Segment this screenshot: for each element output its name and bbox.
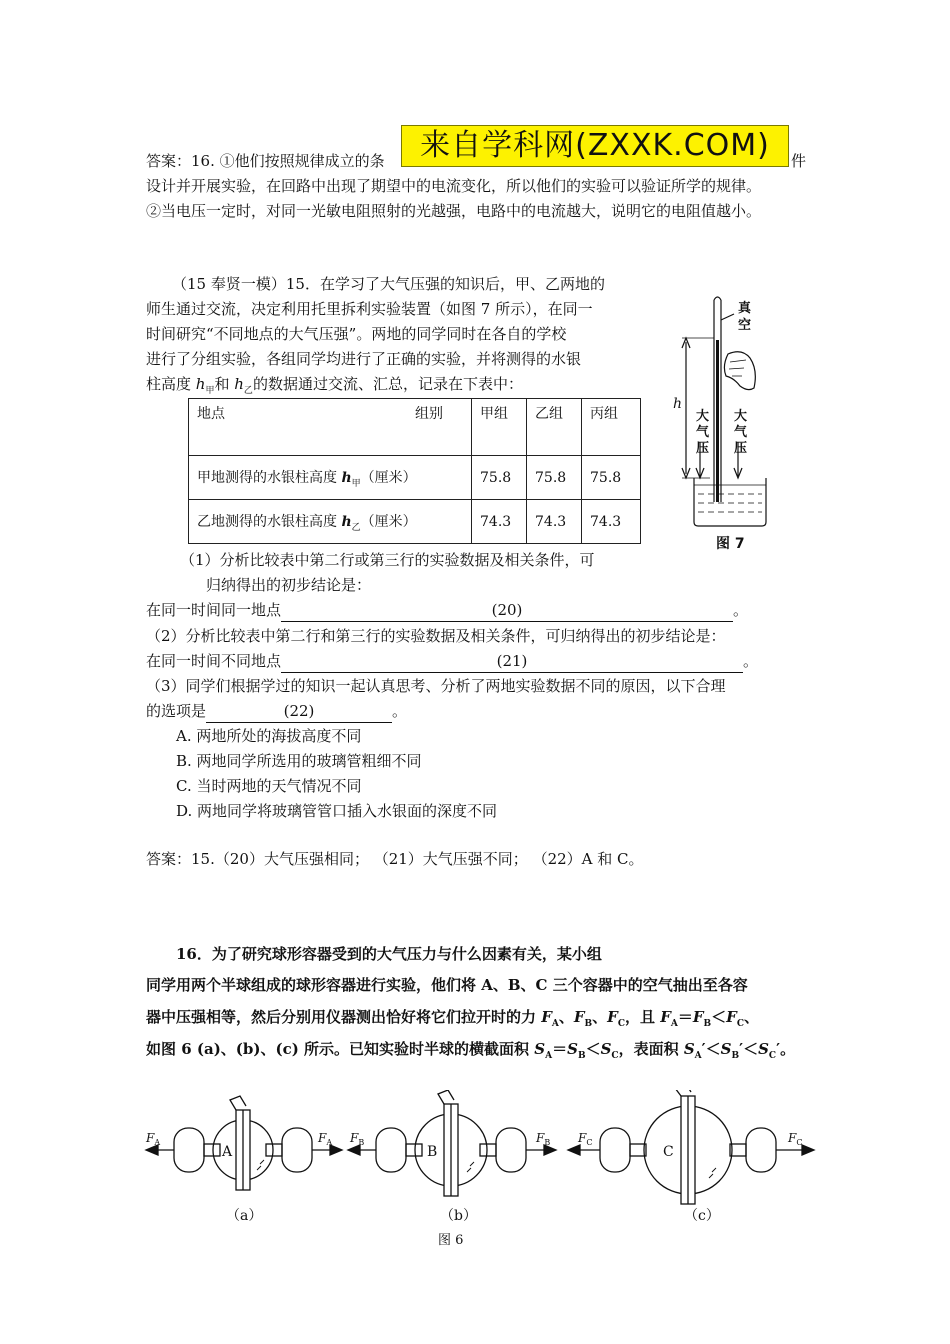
answer-blank-20[interactable] (281, 599, 733, 622)
table-cell: 74.3 (472, 500, 527, 544)
sub-A: A (545, 1051, 553, 1061)
unit: （厘米） (360, 513, 417, 530)
q15-p3-a: （3）同学们根据学过的知识一起认真思考、分析了两地实验数据不同的原因，以下合理 (146, 677, 726, 695)
less-than: ＜ (711, 1008, 727, 1026)
option-d: D. 两地同学将玻璃管管口插入水银面的深度不同 (176, 802, 498, 820)
h-dimension-label: h (673, 396, 683, 412)
handle-left (174, 1128, 204, 1172)
force-label-FC-right: $F_C$ (788, 1131, 803, 1147)
table-row (189, 456, 641, 500)
vacuum-leader (721, 314, 734, 320)
sub-B: B (731, 1051, 740, 1061)
sphere-c-label: C (663, 1144, 674, 1160)
q16-line1: 16．为了研究球形容器受到的大气压力与什么因素有关，某小组 (176, 945, 602, 963)
F-symbol: F (660, 1008, 671, 1026)
equals: ＝ (552, 1040, 568, 1058)
F-symbol: F (541, 1008, 552, 1026)
q16-line4-a: 如图 6 (a)、(b)、(c) 所示。已知实验时半球的横截面积 (146, 1040, 535, 1058)
comma: 、 (558, 1008, 574, 1026)
q15-p1-c (146, 599, 748, 622)
sub-B: B (577, 1051, 586, 1061)
answer-blank-21[interactable] (281, 650, 743, 673)
sub-C: C (736, 1019, 744, 1029)
option-b: B. 两地同学所选用的玻璃管粗细不同 (176, 752, 422, 770)
unit: （厘米） (360, 469, 417, 486)
q15-intro-5-c: 的数据通过交流、汇总，记录在下表中： (252, 375, 523, 393)
S-symbol: S (600, 1040, 612, 1058)
atm-left-1: 大 (696, 409, 710, 424)
F-symbol: F (607, 1008, 618, 1026)
option-a: A. 两地所处的海拔高度不同 (176, 727, 362, 745)
row-label-cell (189, 500, 472, 544)
answer16-line3: ②当电压一定时，对同一光敏电阻照射的光越强，电路中的电流越大，说明它的电阻值越小。 (146, 202, 762, 220)
atm-left-2: 气 (696, 425, 710, 440)
answer-blank-22[interactable] (206, 700, 392, 723)
sub-A: A (694, 1051, 702, 1061)
q15-p2-a: （2）分析比较表中第二行和第三行的实验数据及相关条件，可归纳得出的初步结论是： (146, 627, 726, 645)
table-cell: 74.3 (582, 500, 641, 544)
atm-left-3: 压 (696, 441, 710, 456)
sphere-a-label: A (222, 1144, 233, 1160)
table-cell: 75.8 (472, 456, 527, 500)
hand-icon (724, 352, 755, 390)
stem-right (266, 1144, 282, 1156)
less-than: ＜ (705, 1040, 721, 1058)
answer16-line1 (146, 150, 385, 172)
atm-right-2: 气 (734, 425, 748, 440)
period: 。 (733, 601, 749, 619)
F-symbol: F (726, 1008, 737, 1026)
table-cell: 75.8 (582, 456, 641, 500)
vacuum-label-1: 真 (738, 301, 752, 316)
q15-answer: 答案：15.（20）大气压强相同； （21）大气压强不同； （22）A 和 C。 (146, 850, 644, 868)
blank-number: (22) (283, 702, 315, 720)
q16-line4 (146, 1038, 795, 1067)
q15-p2-b-text: 在同一时间不同地点 (146, 652, 282, 670)
F-symbol: F (692, 1008, 704, 1026)
option-c: C. 当时两地的天气情况不同 (176, 777, 362, 795)
answer16-line2: 设计并开展实验，在回路中出现了期望中的电流变化，所以他们的实验可以验证所学的规律。 (146, 177, 762, 195)
sub-C: C (768, 1051, 777, 1061)
sub-A: A (551, 1019, 559, 1029)
q15-intro-3: 时间研究“不同地点的大气压强”。两地的同学同时在各自的学校 (146, 325, 567, 343)
force-label-FA-left: $F_A$ (146, 1131, 161, 1147)
prime: ′ (701, 1040, 706, 1058)
atm-right-3: 压 (734, 441, 748, 456)
h-symbol: h (195, 375, 206, 393)
q16-line3-a: 器中压强相等，然后分别用仪器测出恰好将它们拉开时的力 (146, 1008, 542, 1026)
stem-left (204, 1144, 220, 1156)
q15-intro-1: （15 奉贤一模）15．在学习了大气压强的知识后，甲、乙两地的 (172, 275, 605, 293)
valve-icon (438, 1090, 454, 1104)
S-symbol: S (758, 1040, 769, 1058)
q15-p3-b-text: 的选项是 (146, 702, 207, 720)
q15-p1-a: （1）分析比较表中第二行或第三行的实验数据及相关条件，可 (180, 551, 595, 569)
table-header-cell: 乙组 (527, 399, 582, 456)
prime: ′ (776, 1040, 781, 1058)
period: 。 (392, 702, 408, 720)
row-label: 乙地测得的水银柱高度 (197, 513, 342, 530)
table-header-cell: 丙组 (582, 399, 641, 456)
atm-right-1: 大 (734, 409, 748, 424)
answer16-line1-text: 答案：16. ①他们按照规律成立的条 (146, 152, 385, 170)
less-than: ＜ (585, 1040, 601, 1058)
period: 。 (780, 1040, 796, 1058)
caption-c: （c） (684, 1208, 720, 1224)
q15-intro-4: 进行了分组实验，各组同学均进行了正确的实验，并将测得的水银 (146, 350, 582, 368)
sub-B: B (584, 1019, 593, 1029)
table-cell: 75.8 (527, 456, 582, 500)
q16-line3 (146, 1006, 759, 1035)
figure6-caption: 图 6 (438, 1233, 464, 1248)
sub-C: C (617, 1019, 625, 1029)
h-symbol: h (341, 469, 352, 486)
tube-top (714, 297, 721, 300)
caption-a: （a） (226, 1208, 263, 1224)
table-cell: 74.3 (527, 500, 582, 544)
period: 。 (743, 652, 759, 670)
corner-right-label: 组别 (415, 406, 443, 422)
hemisphere-figure (140, 1090, 830, 1250)
q16-line3-b: ，且 (625, 1008, 661, 1026)
torricelli-figure (670, 292, 780, 554)
sub-B: B (703, 1019, 712, 1029)
table-header-cell: 甲组 (472, 399, 527, 456)
S-symbol: S (720, 1040, 732, 1058)
sphere-b-label: B (427, 1144, 438, 1160)
comma: 、 (592, 1008, 608, 1026)
force-label-FC-left: $F_C$ (578, 1131, 593, 1147)
figure7-caption: 图 7 (716, 536, 745, 552)
q16-line4-b: ，表面积 (618, 1040, 684, 1058)
sub-A: A (670, 1019, 678, 1029)
valve-icon (675, 1090, 691, 1096)
h-symbol: h (341, 513, 352, 530)
sub-yi: 乙 (351, 522, 361, 533)
blank-number: (21) (496, 652, 528, 670)
mercury-hatch (698, 494, 762, 512)
caption-b: （b） (440, 1208, 477, 1224)
force-label-FB-left: $F_B$ (350, 1131, 365, 1147)
q16-line2: 同学用两个半球组成的球形容器进行实验，他们将 A、B、C 三个容器中的空气抽出至各容 (146, 976, 748, 994)
less-than: ＜ (743, 1040, 759, 1058)
watermark-banner: 来自学科网(ZXXK.COM) (401, 125, 789, 167)
q15-p1-b: 归纳得出的初步结论是： (206, 576, 372, 594)
prime: ′ (739, 1040, 744, 1058)
force-label-FB-right: $F_B$ (536, 1131, 551, 1147)
S-symbol: S (534, 1040, 546, 1058)
equals: ＝ (677, 1008, 693, 1026)
sub-yi: 乙 (243, 386, 253, 396)
row-label-cell (189, 456, 472, 500)
q15-intro-2: 师生通过交流，决定利用托里拆利实验装置（如图 7 所示），在同一 (146, 300, 593, 318)
diagram-a (146, 1096, 342, 1190)
sub-C: C (611, 1051, 619, 1061)
q15-p2-b (146, 650, 758, 673)
corner-left-label: 地点 (197, 406, 225, 422)
q15-intro-5-a: 柱高度 (146, 375, 196, 393)
sub-jia: 甲 (205, 386, 215, 396)
sub-jia: 甲 (351, 478, 361, 489)
diagram-b (348, 1090, 556, 1196)
S-symbol: S (683, 1040, 695, 1058)
mercury-height-table (188, 398, 641, 544)
table-row (189, 500, 641, 544)
handle-right (282, 1128, 312, 1172)
vacuum-label-2: 空 (738, 318, 752, 333)
F-symbol: F (573, 1008, 585, 1026)
S-symbol: S (567, 1040, 578, 1058)
answer16-line1-tail: 件 (791, 152, 807, 170)
q15-p1-c-text: 在同一时间同一地点 (146, 601, 282, 619)
row-label: 甲地测得的水银柱高度 (197, 469, 342, 486)
blank-number: (20) (491, 601, 523, 619)
h-symbol: h (234, 375, 244, 393)
force-label-FA-right: $F_A$ (318, 1131, 333, 1147)
diagram-c (568, 1090, 814, 1204)
comma: 、 (744, 1008, 760, 1026)
q15-p3-b (146, 700, 407, 723)
q15-intro-5-b: 和 (214, 375, 235, 393)
table-corner-cell (189, 399, 472, 456)
valve-icon (230, 1096, 246, 1110)
table-row (189, 399, 641, 456)
